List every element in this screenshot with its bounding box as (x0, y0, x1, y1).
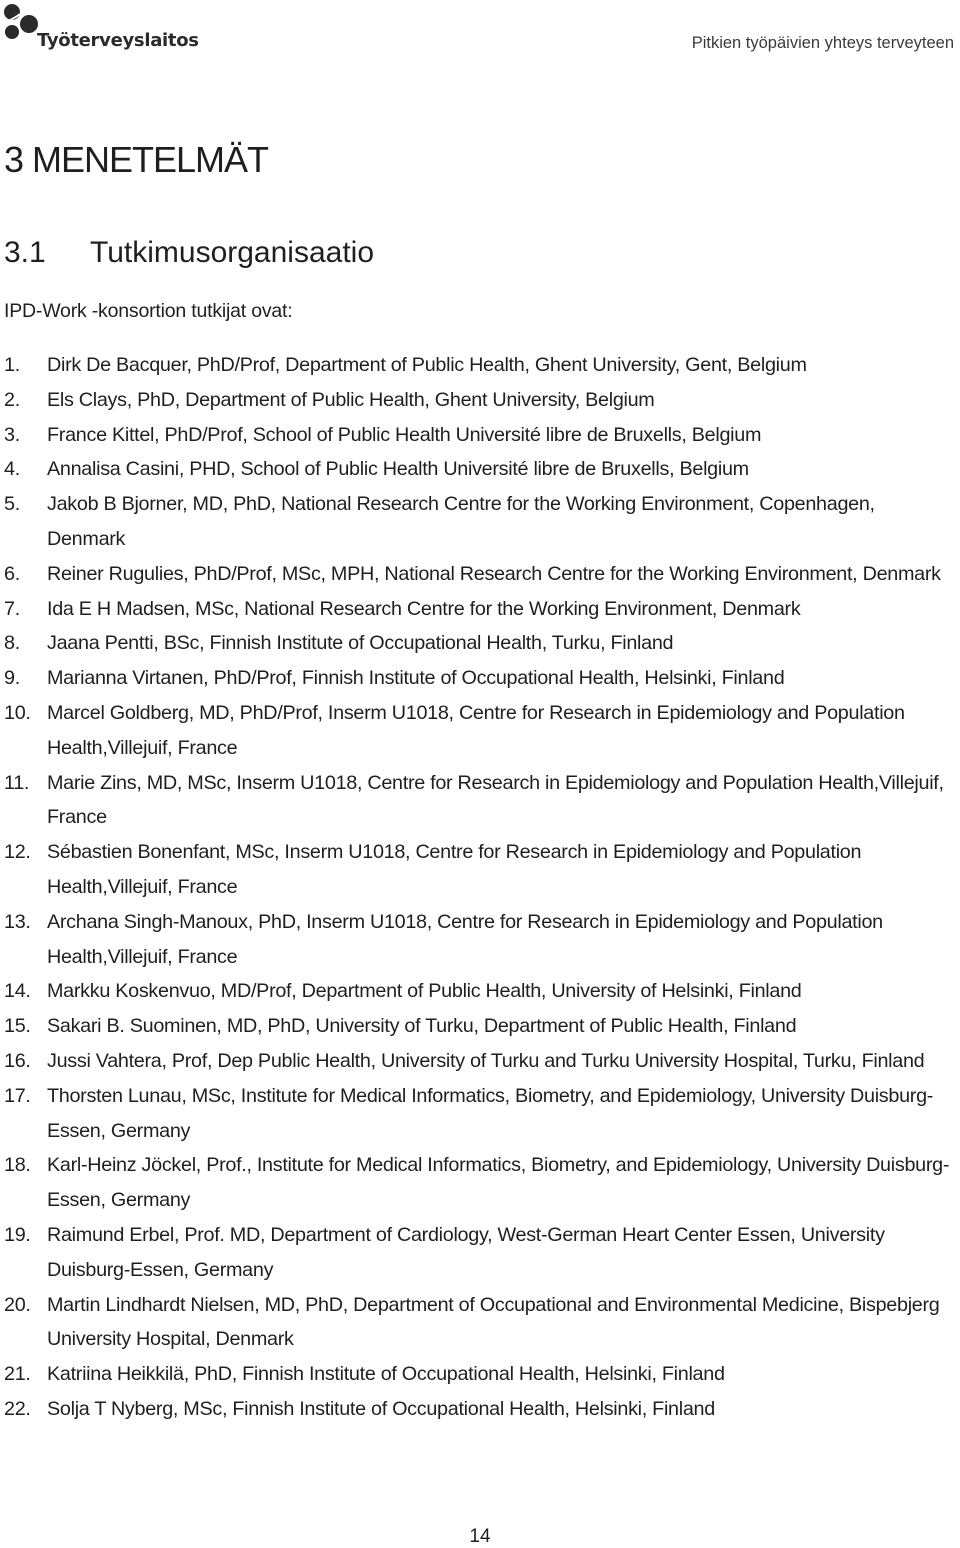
list-item (0, 1009, 960, 1044)
list-item (0, 418, 960, 453)
list-item-text: Martin Lindhardt Nielsen, MD, PhD, Department of Occupational and Environmental Medicine, Bispebjerg University Hospital, Denmark (47, 1293, 940, 1351)
list-item-text: Jussi Vahtera, Prof, Dep Public Health, University of Turku and Turku University Hospital, Turku, Finland (47, 1049, 925, 1072)
list-item (0, 592, 960, 627)
list-item (0, 1392, 960, 1427)
list-item-number: 21. (4, 1363, 31, 1386)
list-item (0, 1288, 960, 1358)
list-item-text: Markku Koskenvuo, MD/Prof, Department of Public Health, University of Helsinki, Finland (47, 980, 802, 1003)
list-item-text: France Kittel, PhD/Prof, School of Public Health Université libre de Bruxells, Belgium (47, 423, 762, 446)
section-number: 3.1 (4, 236, 46, 269)
section-title (4, 236, 374, 270)
list-item (0, 557, 960, 592)
list-item-number: 17. (4, 1084, 31, 1107)
logo-mark-icon (2, 2, 42, 42)
logo-text: Työterveyslaitos (37, 30, 199, 51)
list-item-text: Raimund Erbel, Prof. MD, Department of Cardiology, West-German Heart Center Essen, University Duisburg-Essen, Germany (47, 1223, 885, 1281)
list-item (0, 487, 960, 557)
list-item-text: Katriina Heikkilä, PhD, Finnish Institute of Occupational Health, Helsinki, Finland (47, 1363, 725, 1386)
list-item (0, 1357, 960, 1392)
section-title-text: Tutkimusorganisaatio (90, 236, 375, 269)
list-item-number: 9. (4, 667, 20, 690)
list-item-number: 2. (4, 388, 20, 411)
intro-text: IPD-Work -konsortion tutkijat ovat: (4, 300, 293, 322)
running-title: Pitkien työpäivien yhteys terveyteen (691, 34, 954, 52)
list-item-number: 14. (4, 980, 31, 1003)
list-item-number: 16. (4, 1049, 31, 1072)
list-item-number: 4. (4, 458, 20, 481)
list-item (0, 696, 960, 766)
list-item-text: Marianna Virtanen, PhD/Prof, Finnish Institute of Occupational Health, Helsinki, Finland (47, 667, 785, 690)
list-item-text: Archana Singh-Manoux, PhD, Inserm U1018, Centre for Research in Epidemiology and Population Health,Villejuif, France (47, 910, 883, 968)
list-item-number: 6. (4, 562, 20, 585)
list-item (0, 835, 960, 905)
list-item-text: Ida E H Madsen, MSc, National Research Centre for the Working Environment, Denmark (47, 597, 801, 620)
list-item-number: 18. (4, 1154, 31, 1177)
list-item-text: Dirk De Bacquer, PhD/Prof, Department of Public Health, Ghent University, Gent, Belgium (47, 354, 807, 376)
list-item-number: 22. (4, 1397, 31, 1420)
list-item (0, 626, 960, 661)
list-item-number: 11. (4, 771, 30, 794)
list-item-number: 15. (4, 1015, 31, 1038)
list-item-text: Sébastien Bonenfant, MSc, Inserm U1018, Centre for Research in Epidemiology and Population Health,Villejuif, France (47, 841, 862, 898)
list-item (0, 661, 960, 696)
list-item-text: Annalisa Casini, PHD, School of Public Health Université libre de Bruxells, Belgium (47, 458, 749, 481)
list-item (0, 974, 960, 1009)
list-item-number: 7. (4, 597, 20, 620)
list-item-number: 20. (4, 1293, 31, 1316)
list-item-number: 10. (4, 701, 31, 724)
list-item-text: Marcel Goldberg, MD, PhD/Prof, Inserm U1018, Centre for Research in Epidemiology and Population Health,Villejuif, France (47, 701, 905, 759)
list-item-text: Sakari B. Suominen, MD, PhD, University of Turku, Department of Public Health, Finland (47, 1015, 797, 1038)
list-item-text: Jaana Pentti, BSc, Finnish Institute of Occupational Health, Turku, Finland (47, 632, 674, 655)
list-item-number: 13. (4, 910, 31, 933)
chapter-title: 3 MENETELMÄT (4, 139, 269, 180)
researcher-list (0, 348, 960, 1427)
list-item-text: Marie Zins, MD, MSc, Inserm U1018, Centre for Research in Epidemiology and Population Health,Villejuif, France (47, 771, 944, 829)
list-item-number: 1. (4, 354, 20, 376)
list-item-text: Reiner Rugulies, PhD/Prof, MSc, MPH, National Research Centre for the Working Environment, Denmark (47, 562, 941, 585)
list-item (0, 452, 960, 487)
list-item (0, 1218, 960, 1288)
list-item (0, 1148, 960, 1218)
list-item-text: Thorsten Lunau, MSc, Institute for Medical Informatics, Biometry, and Epidemiology, University Duisburg-Essen, Germany (47, 1084, 934, 1142)
list-item-number: 5. (4, 493, 20, 516)
list-item (0, 348, 960, 383)
list-item (0, 1044, 960, 1079)
list-item-text: Solja T Nyberg, MSc, Finnish Institute of Occupational Health, Helsinki, Finland (47, 1397, 715, 1420)
list-item-number: 12. (4, 841, 31, 864)
list-item (0, 905, 960, 975)
list-item-text: Karl-Heinz Jöckel, Prof., Institute for Medical Informatics, Biometry, and Epidemiology, University Duisburg-Essen, Germany (47, 1154, 950, 1212)
list-item-number: 3. (4, 423, 20, 446)
list-item-number: 8. (4, 632, 20, 655)
list-item-text: Els Clays, PhD, Department of Public Health, Ghent University, Belgium (47, 388, 655, 411)
list-item (0, 766, 960, 836)
list-item (0, 383, 960, 418)
list-item-text: Jakob B Bjorner, MD, PhD, National Research Centre for the Working Environment, Copenhagen, Denmark (47, 493, 875, 550)
list-item-number: 19. (4, 1223, 31, 1246)
logo (2, 2, 199, 60)
page-number: 14 (469, 1526, 491, 1547)
list-item (0, 1079, 960, 1149)
